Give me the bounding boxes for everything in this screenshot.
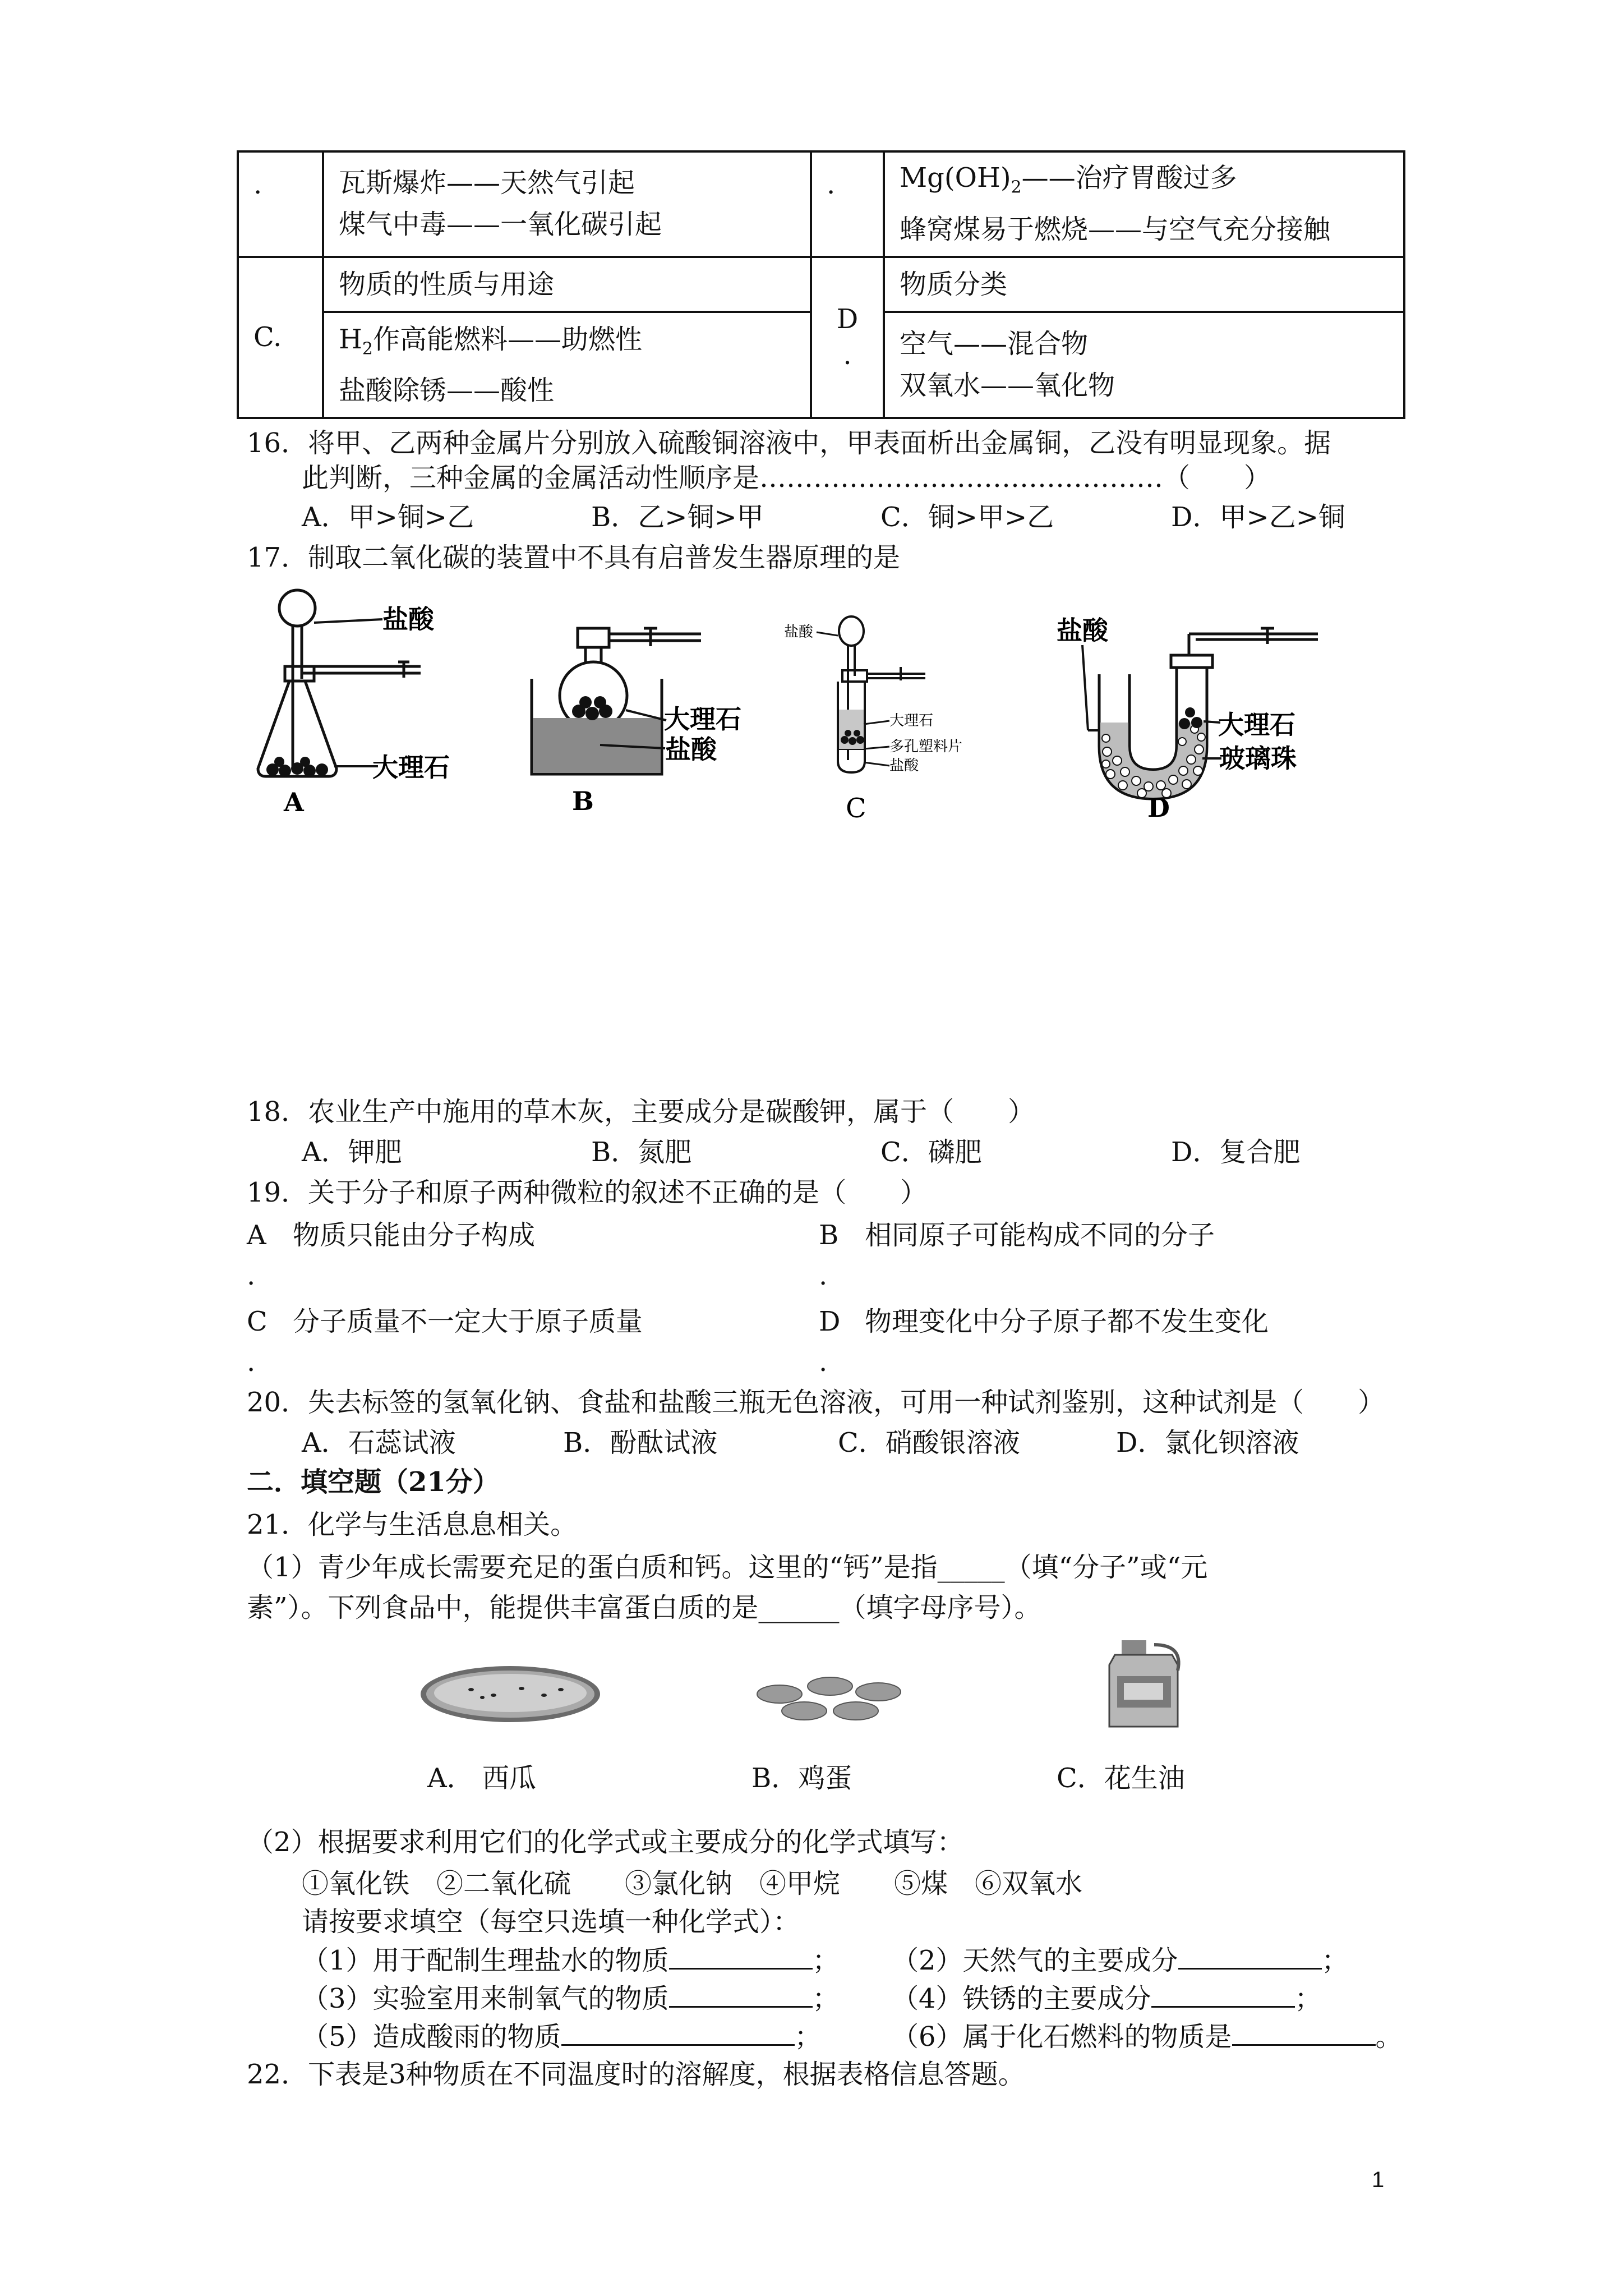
q19-stem: 19．关于分子和原子两种微粒的叙述不正确的是（ ）: [247, 1177, 928, 1208]
apparatus-c-acid-label: 盐酸: [889, 757, 919, 774]
apparatus-c-figure: [780, 609, 1004, 839]
q16-option-a: A．甲>铜>乙: [302, 501, 474, 533]
answer-blank[interactable]: [669, 1980, 813, 2008]
apparatus-c-letter: C: [846, 793, 866, 824]
peanut-oil-image: [1099, 1637, 1195, 1732]
q19-option-a-dot: .: [247, 1260, 256, 1291]
row-a-content: [323, 151, 811, 257]
row-d-content: [884, 312, 1404, 418]
row-d-letter: D .: [811, 257, 884, 418]
row-c-heading: 物质的性质与用途: [323, 257, 811, 312]
q19-option-d-letter: D: [819, 1306, 841, 1337]
watermelon-image: [415, 1660, 606, 1728]
q19-option-c: 分子质量不一定大于原子质量: [293, 1306, 643, 1337]
apparatus-a-letter: A: [284, 787, 304, 817]
q16-option-d: D．甲>乙>铜: [1171, 501, 1345, 533]
q21-item-4: （4）铁锈的主要成分 ；: [892, 1980, 1322, 2016]
q19-option-b-letter: B: [819, 1220, 839, 1251]
food-b-label: B．鸡蛋: [751, 1763, 852, 1794]
q19-option-b-dot: .: [819, 1260, 828, 1291]
answer-table: [237, 150, 1405, 419]
row-d-line2: 双氧水——氧化物: [900, 370, 1115, 402]
q20-option-c: C．硝酸银溶液: [838, 1427, 1020, 1458]
row-a-line2: 煤气中毒——一氧化碳引起: [339, 208, 662, 240]
eggs-image: [746, 1666, 914, 1728]
q21-part2-intro: （2）根据要求利用它们的化学式或主要成分的化学式填写：: [247, 1826, 964, 1858]
row-b-letter: .: [811, 151, 884, 257]
q20-option-d: D．氯化钡溶液: [1116, 1427, 1299, 1458]
answer-blank[interactable]: [669, 1942, 813, 1970]
row-b-content: [884, 151, 1404, 257]
apparatus-b-marble-label: 大理石: [664, 704, 741, 734]
q18-option-c: C．磷肥: [880, 1137, 982, 1168]
answer-blank[interactable]: [1151, 1980, 1295, 2008]
apparatus-c-acid-top-label: 盐酸: [784, 624, 814, 641]
q21-item-3: （3）实验室用来制氧气的物质 ；: [302, 1980, 840, 2016]
apparatus-d-letter: D: [1147, 793, 1170, 823]
answer-blank[interactable]: [561, 2018, 795, 2046]
apparatus-b-letter: B: [572, 786, 594, 816]
answer-blank[interactable]: [1178, 1942, 1322, 1970]
q21-item-6: （6）属于化石燃料的物质是 。: [892, 2018, 1403, 2054]
apparatus-c-marble-label: 大理石: [889, 712, 934, 729]
q21-part1-line1: （1）青少年成长需要充足的蛋白质和钙。这里的“钙”是指_____（填“分子”或“元: [247, 1552, 1208, 1583]
q19-option-a: 物质只能由分子构成: [293, 1220, 536, 1251]
q20-option-a: A．石蕊试液: [302, 1427, 456, 1458]
q19-option-c-letter: C: [247, 1306, 268, 1337]
row-a-line1: 瓦斯爆炸——天然气引起: [339, 167, 635, 199]
q18-option-b: B．氮肥: [591, 1137, 692, 1168]
apparatus-a-marble-label: 大理石: [372, 752, 450, 783]
row-b-line1: $Mg(OH)_2——$治疗胃酸过多: [900, 162, 1237, 197]
q20-option-b: B．酚酞试液: [563, 1427, 718, 1458]
q20-stem: 20．失去标签的氢氧化钠、食盐和盐酸三瓶无色溶液，可用一种试剂鉴别，这种试剂是（ ）: [247, 1387, 1385, 1418]
apparatus-c-plate-label: 多孔塑料片: [889, 738, 963, 755]
apparatus-a-acid-label: 盐酸: [382, 604, 434, 634]
row-a-letter: .: [238, 151, 323, 257]
apparatus-d-acid-label: 盐酸: [1057, 615, 1108, 646]
q16-option-b: B．乙>铜>甲: [591, 501, 764, 533]
q19-option-d-dot: .: [819, 1346, 828, 1378]
page-number: 1: [1372, 2168, 1385, 2192]
q21-part1-line2: 素”）。下列食品中，能提供丰富蛋白质的是______（填字母序号）。: [247, 1592, 1041, 1623]
q19-option-a-letter: A: [247, 1220, 266, 1251]
q21-substance-list: ①氧化铁 ②二氧化硫 ③氯化钠 ④甲烷 ⑤煤 ⑥双氧水: [302, 1868, 1083, 1899]
q16-stem-line2: 此判断，三种金属的金属活动性顺序是………………………………………（ ）: [302, 462, 1271, 494]
apparatus-b-acid-label: 盐酸: [665, 734, 717, 765]
row-b-line2: 蜂窝煤易于燃烧——与空气充分接触: [900, 213, 1331, 245]
food-a-label: A． 西瓜: [427, 1763, 536, 1794]
apparatus-b-figure: [516, 606, 785, 819]
q16-option-c: C．铜>甲>乙: [880, 501, 1054, 533]
row-c-letter: C.: [238, 257, 323, 418]
q21-item-5: （5）造成酸雨的物质 ；: [302, 2018, 822, 2054]
q19-option-b: 相同原子可能构成不同的分子: [865, 1220, 1215, 1251]
q21-item-1: （1）用于配制生理盐水的物质 ；: [302, 1942, 840, 1977]
q18-stem: 18．农业生产中施用的草木灰，主要成分是碳酸钾，属于（ ）: [247, 1096, 1035, 1128]
section2-title: 二．填空题（21分）: [247, 1466, 500, 1498]
q18-option-a: A．钾肥: [302, 1137, 402, 1168]
apparatus-d-marble-label: 大理石: [1218, 710, 1295, 740]
q21-stem: 21．化学与生活息息相关。: [247, 1509, 578, 1540]
q19-option-d: 物理变化中分子原子都不发生变化: [865, 1306, 1269, 1337]
row-d-line1: 空气——混合物: [900, 328, 1089, 360]
q18-option-d: D．复合肥: [1171, 1137, 1301, 1168]
q21-instruction: 请按要求填空（每空只选填一种化学式）：: [302, 1906, 800, 1938]
apparatus-a-figure: [236, 583, 494, 819]
q21-item-2: （2）天然气的主要成分 ；: [892, 1942, 1349, 1977]
row-c-content: [323, 312, 811, 418]
apparatus-d-figure: [1043, 611, 1357, 825]
q19-option-c-dot: .: [247, 1346, 256, 1378]
q22-stem: 22．下表是3种物质在不同温度时的溶解度，根据表格信息答题。: [247, 2059, 1025, 2090]
row-c-line2: 盐酸除锈——酸性: [339, 375, 555, 407]
apparatus-d-beads-label: 玻璃珠: [1219, 743, 1297, 774]
q17-stem: 17．制取二氧化碳的装置中不具有启普发生器原理的是: [247, 542, 901, 573]
row-c-line1: $H_2$作高能燃料——助燃性: [339, 323, 642, 359]
row-d-heading: 物质分类: [884, 257, 1404, 312]
answer-blank[interactable]: [1232, 2018, 1376, 2046]
food-c-label: C．花生油: [1057, 1763, 1185, 1794]
q16-stem-line1: 16．将甲、乙两种金属片分别放入硫酸铜溶液中，甲表面析出金属铜，乙没有明显现象。据: [247, 427, 1331, 459]
